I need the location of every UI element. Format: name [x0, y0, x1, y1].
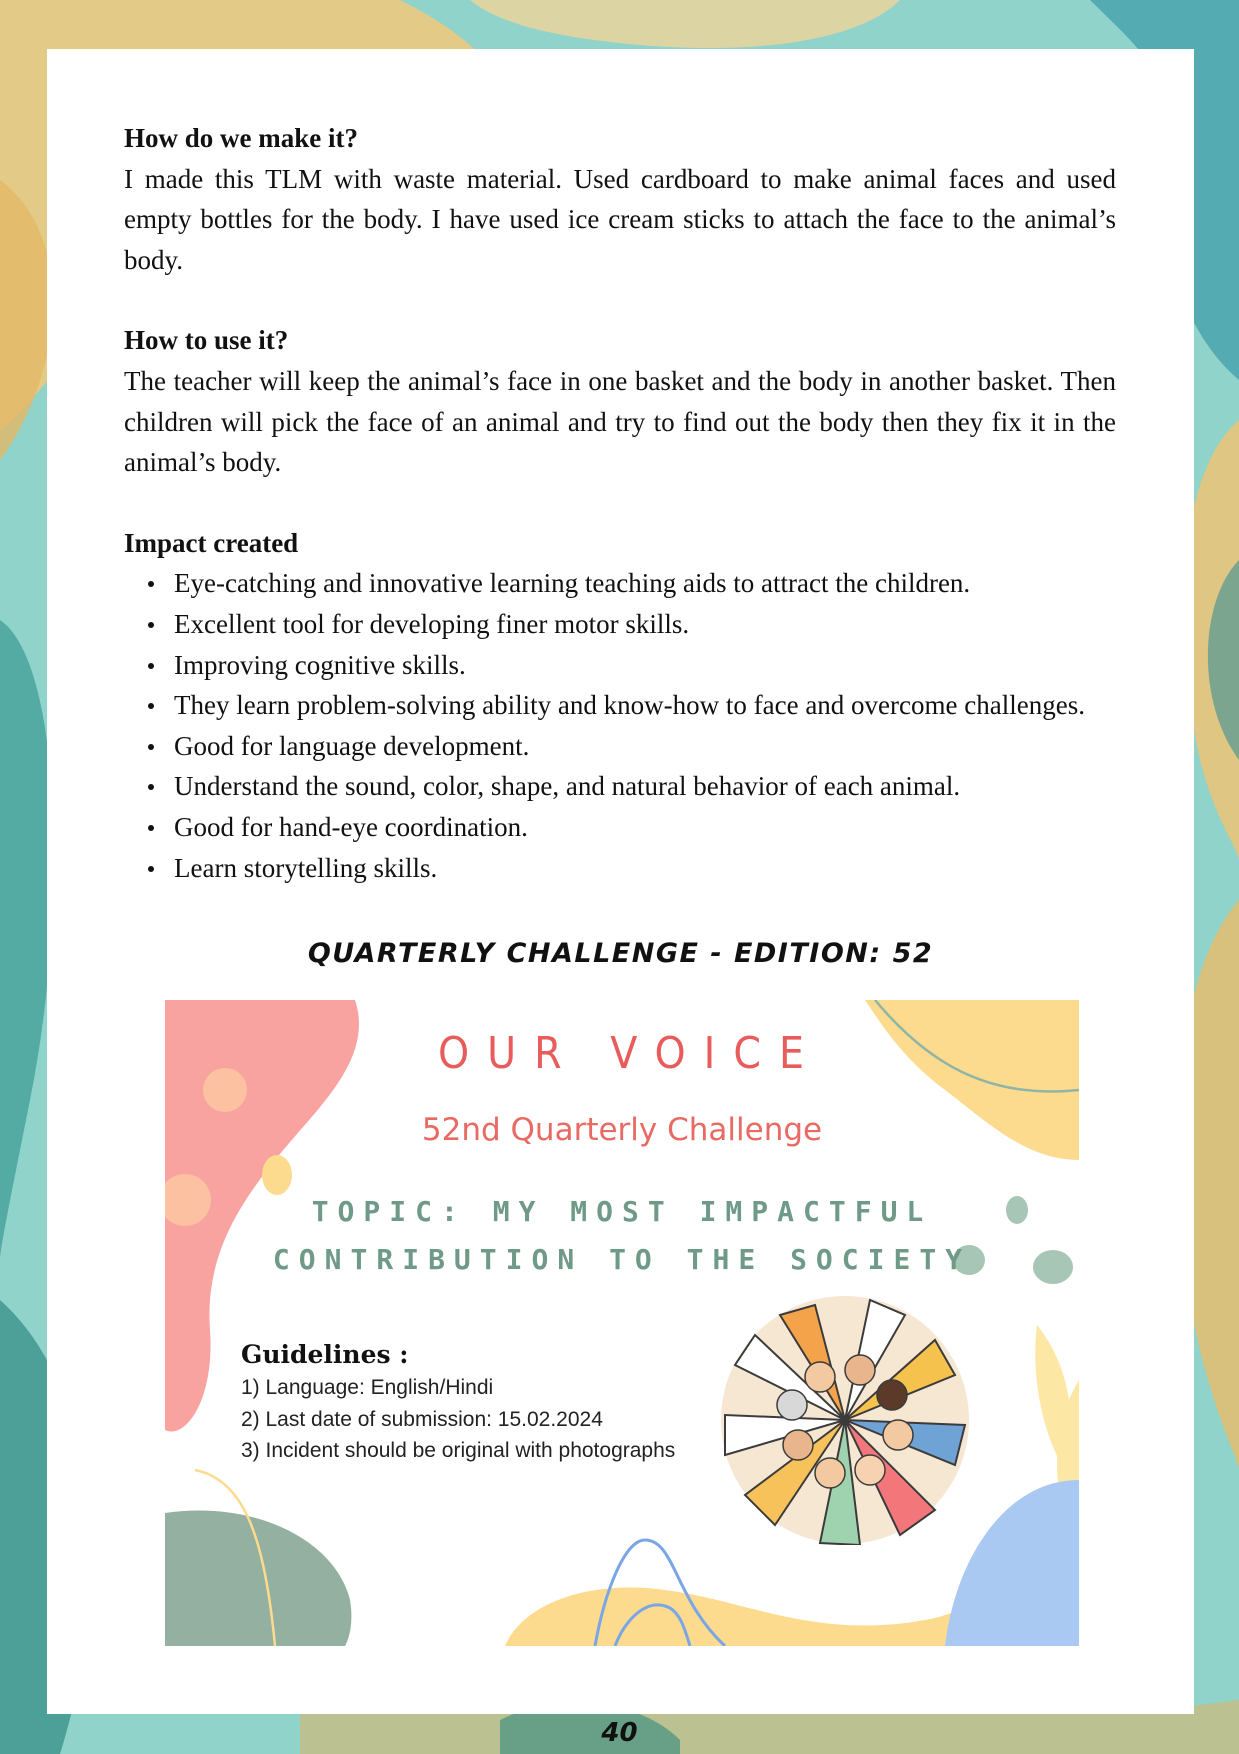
use-heading: How to use it?	[124, 325, 289, 356]
guideline-item: 2) Last date of submission: 15.02.2024	[241, 1407, 603, 1431]
poster-topic-line: TOPIC: MY MOST IMPACTFUL	[311, 1195, 933, 1228]
make-heading: How do we make it?	[124, 123, 358, 153]
guidelines-list	[241, 1372, 675, 1467]
impact-list	[124, 563, 1116, 888]
list-item: Improving cognitive skills.	[174, 645, 1116, 686]
list-item: Good for language development.	[174, 726, 1116, 767]
poster-topic	[165, 1188, 1079, 1284]
list-item: They learn problem-solving ability and know-how to face and overcome challenges.	[174, 685, 1116, 726]
poster-title: OUR VOICE	[438, 1028, 822, 1079]
people-circle-illustration-icon	[720, 1295, 970, 1545]
list-item: Good for hand-eye coordination.	[174, 807, 1116, 848]
poster-subtitle: 52nd Quarterly Challenge	[421, 1112, 823, 1148]
guidelines-title: Guidelines :	[241, 1340, 409, 1369]
make-text: I made this TLM with waste material. Used cardboard to make animal faces and used empty bottles for the body. I have used ice cream sticks to attach the face to the animal’s body.	[124, 163, 1116, 275]
poster-topic-line: CONTRIBUTION TO THE SOCIETY	[272, 1243, 972, 1276]
use-text: The teacher will keep the animal’s face in one basket and the body in another basket. Then children will pick the face of an animal and try to find out the body then they fix it in the animal’s body.	[124, 365, 1116, 478]
guideline-item: 1) Language: English/Hindi	[241, 1376, 494, 1399]
impact-heading: Impact created	[124, 527, 299, 558]
list-item: Excellent tool for developing finer motor skills.	[174, 604, 1116, 645]
list-item: Learn storytelling skills.	[174, 848, 1116, 889]
list-item: Understand the sound, color, shape, and natural behavior of each animal.	[174, 766, 1116, 807]
edition-heading: QUARTERLY CHALLENGE - EDITION: 52	[307, 938, 934, 969]
list-item: Eye-catching and innovative learning teaching aids to attract the children.	[174, 563, 1116, 604]
guideline-item: 3) Incident should be original with photographs	[241, 1439, 676, 1462]
challenge-poster	[165, 1000, 1079, 1646]
article-body	[124, 118, 1116, 888]
page-number: 40	[601, 1718, 638, 1748]
